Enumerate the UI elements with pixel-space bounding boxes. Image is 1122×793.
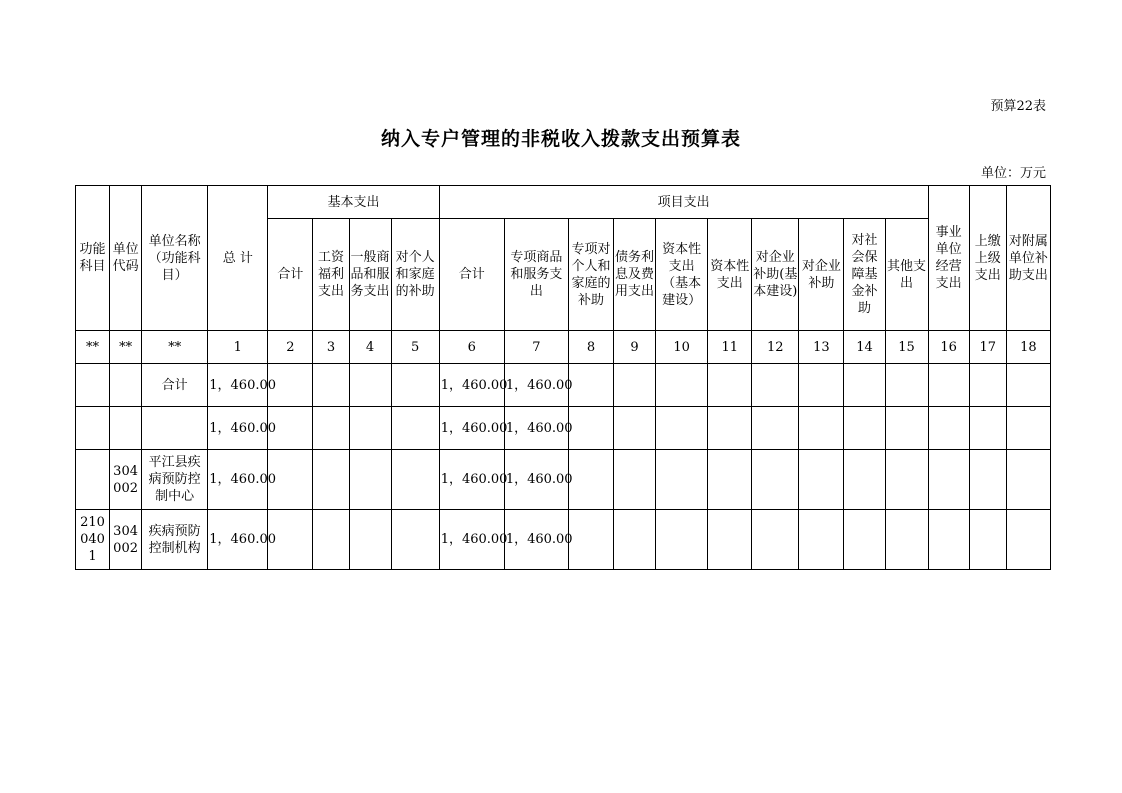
- table-row: [76, 510, 1051, 570]
- func-code-cell: [76, 364, 110, 407]
- index-cell: 13: [799, 331, 844, 364]
- header-basic-personal: 对个人和家庭的补助: [391, 219, 439, 331]
- project-subtotal-cell: 1，460.00: [439, 364, 504, 407]
- header-project-enterprise-build: 对企业补助(基本建设): [752, 219, 799, 331]
- index-cell: **: [142, 331, 208, 364]
- index-cell: 10: [656, 331, 708, 364]
- form-number: 预算22表: [990, 99, 1046, 114]
- header-project-personal: 专项对个人和家庭的补助: [568, 219, 613, 331]
- index-cell: 4: [349, 331, 391, 364]
- index-cell: 9: [614, 331, 656, 364]
- index-cell: 15: [885, 331, 928, 364]
- unit-label: 单位：万元: [980, 166, 1046, 181]
- header-project-goods: 专项商品和服务支出: [504, 219, 568, 331]
- table-row: [76, 450, 1051, 510]
- header-project-capital: 资本性支出: [708, 219, 752, 331]
- header-basic-salary: 工资福利支出: [313, 219, 349, 331]
- total-cell: 1，460.00: [208, 407, 268, 450]
- total-cell: 1，460.00: [208, 510, 268, 570]
- header-project-debt: 债务利息及费用支出: [614, 219, 656, 331]
- index-cell: **: [110, 331, 142, 364]
- index-cell: 18: [1006, 331, 1050, 364]
- header-project-other: 其他支出: [885, 219, 928, 331]
- header-func-code: 功能科目: [76, 186, 110, 331]
- total-cell: 1，460.00: [208, 450, 268, 510]
- total-cell: 1，460.00: [208, 364, 268, 407]
- header-affiliate: 对附属单位补助支出: [1006, 186, 1050, 331]
- header-basic-subtotal: 合计: [268, 219, 313, 331]
- index-cell: 8: [568, 331, 613, 364]
- index-cell: 6: [439, 331, 504, 364]
- unit-code-cell: 304002: [110, 510, 142, 570]
- index-cell: 14: [844, 331, 885, 364]
- header-project-enterprise: 对企业补助: [799, 219, 844, 331]
- header-project-subtotal: 合计: [439, 219, 504, 331]
- project-subtotal-cell: 1，460.00: [439, 407, 504, 450]
- budget-table: [75, 185, 1051, 570]
- project-goods-cell: 1，460.00: [504, 450, 568, 510]
- index-cell: 12: [752, 331, 799, 364]
- table-row: [76, 407, 1051, 450]
- unit-name-cell: 疾病预防控制机构: [142, 510, 208, 570]
- header-project-social: 对社会保障基金补助: [844, 219, 885, 331]
- index-cell: 2: [268, 331, 313, 364]
- header-basic-goods: 一般商品和服务支出: [349, 219, 391, 331]
- func-code-cell: [76, 407, 110, 450]
- index-cell: 5: [391, 331, 439, 364]
- index-cell: 16: [928, 331, 969, 364]
- func-code-cell: 2100401: [76, 510, 110, 570]
- project-subtotal-cell: 1，460.00: [439, 510, 504, 570]
- unit-name-cell: [142, 407, 208, 450]
- header-project-group: 项目支出: [439, 186, 928, 219]
- unit-name-cell: 合计: [142, 364, 208, 407]
- index-cell: 3: [313, 331, 349, 364]
- project-subtotal-cell: 1，460.00: [439, 450, 504, 510]
- unit-code-cell: [110, 407, 142, 450]
- func-code-cell: [76, 450, 110, 510]
- table-row: [76, 364, 1051, 407]
- project-goods-cell: 1，460.00: [504, 510, 568, 570]
- index-cell: 11: [708, 331, 752, 364]
- page-title: 纳入专户管理的非税收入拨款支出预算表: [380, 128, 741, 150]
- index-cell: 17: [969, 331, 1006, 364]
- unit-code-cell: [110, 364, 142, 407]
- project-goods-cell: 1，460.00: [504, 407, 568, 450]
- header-basic-group: 基本支出: [268, 186, 439, 219]
- header-project-capital-build: 资本性支出（基本建设）: [656, 219, 708, 331]
- header-unit-code: 单位代码: [110, 186, 142, 331]
- unit-code-cell: 304002: [110, 450, 142, 510]
- header-upper-pay: 上缴上级支出: [969, 186, 1006, 331]
- project-goods-cell: 1，460.00: [504, 364, 568, 407]
- index-cell: **: [76, 331, 110, 364]
- unit-name-cell: 平江县疾病预防控制中心: [142, 450, 208, 510]
- index-row: [76, 331, 1051, 364]
- index-cell: 7: [504, 331, 568, 364]
- header-public-ops: 事业单位经营支出: [928, 186, 969, 331]
- index-cell: 1: [208, 331, 268, 364]
- header-unit-name: 单位名称（功能科目）: [142, 186, 208, 331]
- header-total: 总 计: [208, 186, 268, 331]
